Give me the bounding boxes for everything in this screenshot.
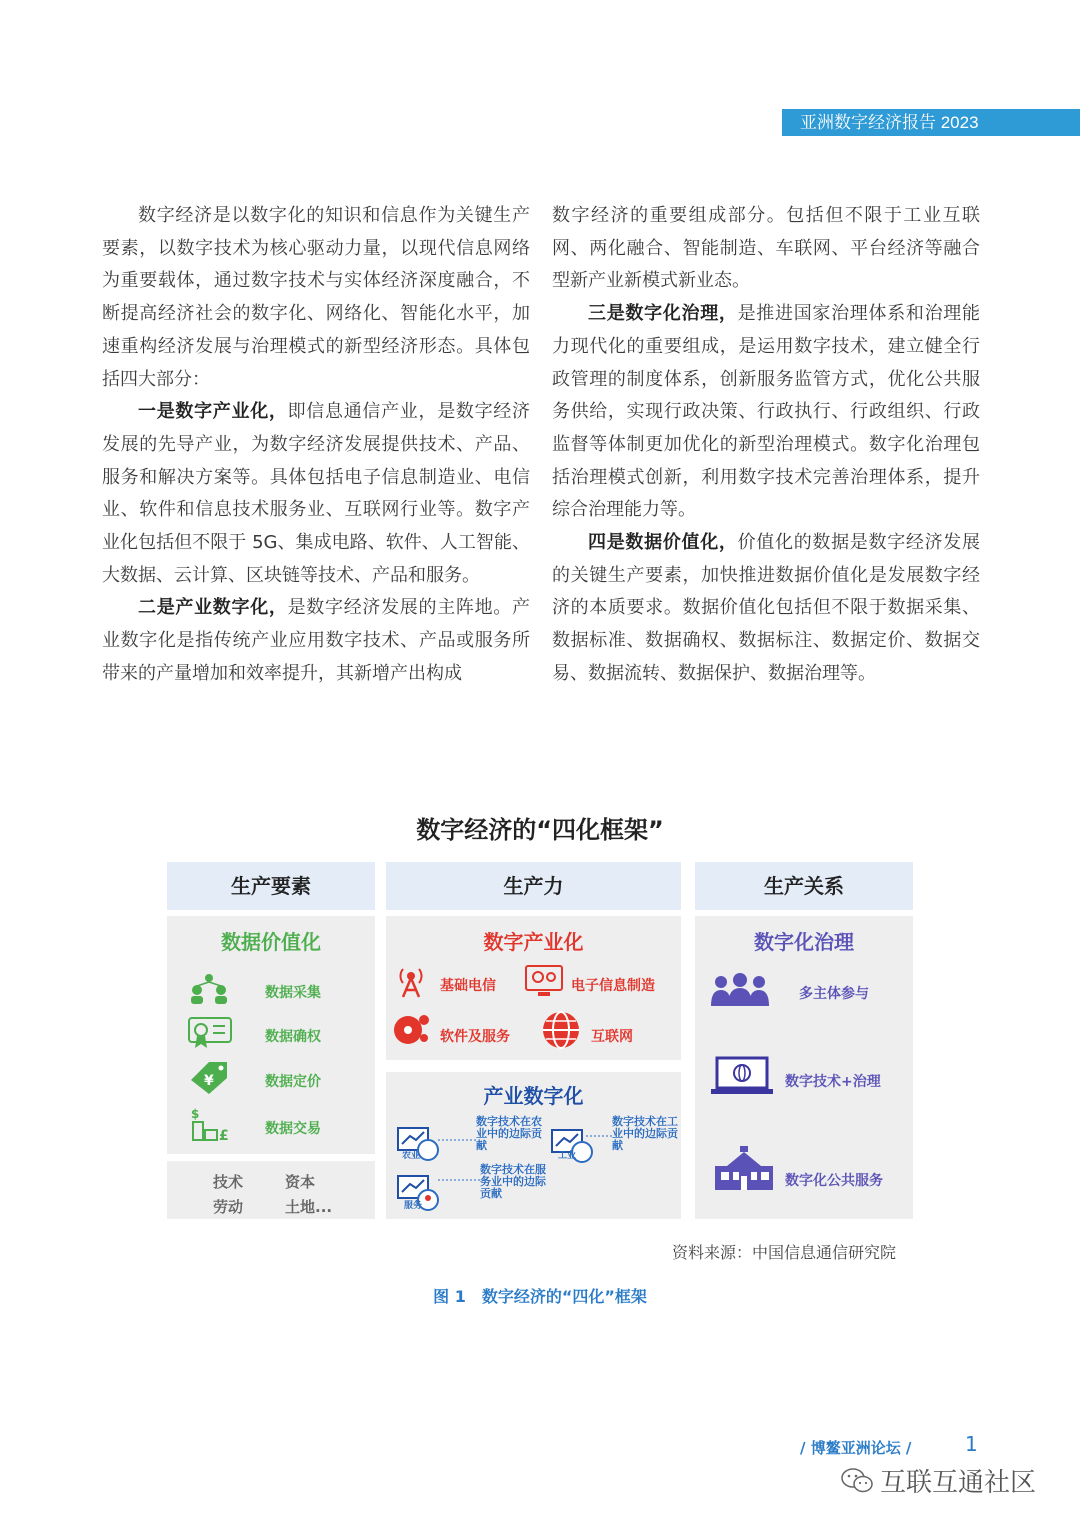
paragraph-digital-industrialization: [102, 396, 530, 592]
item-basic-telecom: 基础电信: [440, 978, 496, 994]
item-industry-contribution: 数字技术在工业中的边际贡献: [612, 1115, 678, 1152]
paragraph-text: 是推进国家治理体系和治理能力现代化的重要组成，是运用数字技术，建立健全行政管理的制度体系，创新服务监管方式，优化公共服务供给，实现行政决策、行政执行、行政组织、行政监督等体制更加优化的新型治理模式。数字化治理包括治理模式创新，利用数字技术完善治理体系，提升综合治理能力等。: [552, 303, 981, 521]
item-multi-stakeholder: 多主体参与: [799, 986, 869, 1002]
paragraph-continued: 数字经济的重要组成部分。包括但不限于工业互联网、两化融合、智能制造、车联网、平台经济等融合型新产业新模式新业态。: [552, 205, 980, 292]
item-internet: 互联网: [591, 1029, 633, 1045]
panel-title-digital-industrialization: 数字产业化: [483, 930, 584, 954]
panel-title-digital-governance: 数字化治理: [754, 930, 854, 954]
connector-line: [438, 1136, 478, 1144]
bold-lead: 一是数字产业化，: [138, 401, 288, 423]
intro-paragraph: 数字经济是以数字化的知识和信息作为关键生产要素，以数字技术为核心驱动力量，以现代信息网络为重要载体，通过数字技术与实体经济深度融合，不断提高经济社会的数字化、网络化、智能化水平，加速重构经济发展与治理模式的新型经济形态。具体包括四大部分：: [102, 205, 530, 390]
data-collection-icon: [187, 972, 233, 1004]
panel-industrial-digitalization: [386, 1072, 681, 1219]
item-data-trading: 数据交易: [265, 1121, 321, 1137]
report-header-band: [782, 109, 1080, 136]
public-building-icon: [713, 1144, 775, 1192]
left-text-column: [102, 200, 530, 691]
icon-label-agriculture: 农业: [402, 1151, 421, 1161]
page-number: 1: [965, 1432, 978, 1456]
item-data-collection: 数据采集: [265, 985, 321, 1001]
connector-line: [438, 1176, 484, 1184]
electronics-manufacturing-icon: [524, 964, 564, 998]
factor-land: 土地...: [285, 1198, 333, 1216]
panel-digital-governance: [695, 916, 913, 1219]
svg-text:£: £: [219, 1128, 229, 1142]
bold-lead: 四是数据价值化，: [588, 532, 738, 554]
head-production-factors: 生产要素: [167, 862, 375, 910]
report-title: 亚洲数字经济报告 2023: [800, 113, 979, 132]
data-trading-icon: [189, 1106, 235, 1142]
figure-caption: 图 1 数字经济的“四化”框架: [433, 1287, 647, 1306]
head-production-relations: 生产关系: [695, 862, 913, 910]
watermark: [840, 1462, 1036, 1499]
factor-technology: 技术: [213, 1173, 244, 1191]
globe-icon: [540, 1010, 582, 1050]
panel-title-industrial-digitalization: 产业数字化: [483, 1084, 584, 1108]
item-digital-tech-governance: 数字技术+治理: [785, 1074, 881, 1090]
head-productivity: 生产力: [386, 862, 681, 910]
factor-capital: 资本: [285, 1173, 316, 1191]
item-electronics-manufacturing: 电子信息制造: [571, 978, 655, 994]
panel-traditional-factors: [167, 1161, 375, 1219]
panel-data-valorization: [167, 916, 375, 1154]
item-digital-public-services: 数字化公共服务: [785, 1173, 883, 1189]
connector-line: [586, 1132, 614, 1140]
right-text-column: [552, 200, 980, 691]
panel-title-data-valorization: 数据价值化: [221, 930, 321, 954]
bold-lead: 三是数字化治理，: [588, 303, 738, 325]
item-agriculture-contribution: 数字技术在农业中的边际贡献: [476, 1115, 542, 1152]
panel-digital-industrialization: [386, 916, 681, 1060]
price-tag-icon: [187, 1060, 233, 1096]
telecom-tower-icon: [394, 964, 428, 998]
factor-labor: 劳动: [213, 1198, 244, 1216]
item-data-rights: 数据确权: [265, 1029, 321, 1045]
footer-forum-name: / 博鳌亚洲论坛 /: [800, 1439, 912, 1457]
paragraph-industrial-digitalization: [102, 592, 530, 690]
paragraph-text: 是数字经济发展的主阵地。产业数字化是指传统产业应用数字技术、产品或服务所带来的产量增加和效率提升，其新增产出构成: [102, 597, 531, 684]
item-services-contribution: 数字技术在服务业中的边际贡献: [480, 1163, 546, 1200]
paragraph-data-valorization: [552, 527, 980, 691]
paragraph-text: 价值化的数据是数字经济发展的关键生产要素，加快推进数据价值化是发展数字经济的本质要求。数据价值化包括但不限于数据采集、数据标准、数据确权、数据标注、数据定价、数据交易、数据流转、数据保护、数据治理等。: [552, 532, 981, 684]
icon-label-industry: 工业: [558, 1151, 577, 1161]
figure-source: 资料来源：中国信息通信研究院: [672, 1243, 897, 1262]
watermark-text: 互联互通社区: [880, 1468, 1037, 1498]
data-rights-icon: [187, 1016, 233, 1050]
wechat-icon: [840, 1467, 874, 1495]
item-data-pricing: 数据定价: [265, 1074, 321, 1090]
svg-text:¥: ¥: [204, 1073, 214, 1089]
figure-title: 数字经济的“四化框架”: [416, 816, 664, 844]
icon-label-services: 服务: [404, 1201, 423, 1211]
multi-stakeholder-icon: [709, 972, 771, 1008]
software-services-icon: [392, 1010, 432, 1048]
item-software-services: 软件及服务: [440, 1029, 510, 1045]
paragraph-text: 即信息通信产业，是数字经济发展的先导产业，为数字经济发展提供技术、产品、服务和解决方案等。具体包括电子信息制造业、电信业、软件和信息技术服务业、互联网行业等。数字产业化包括但不限于 5G、集成电路、软件、人工智能、大数据、云计算、区块链等技术、产品和服务。: [102, 401, 531, 586]
digital-tech-governance-icon: [709, 1056, 775, 1096]
svg-text:$: $: [191, 1107, 200, 1121]
paragraph-digital-governance: [552, 298, 980, 527]
bold-lead: 二是产业数字化，: [138, 597, 288, 619]
